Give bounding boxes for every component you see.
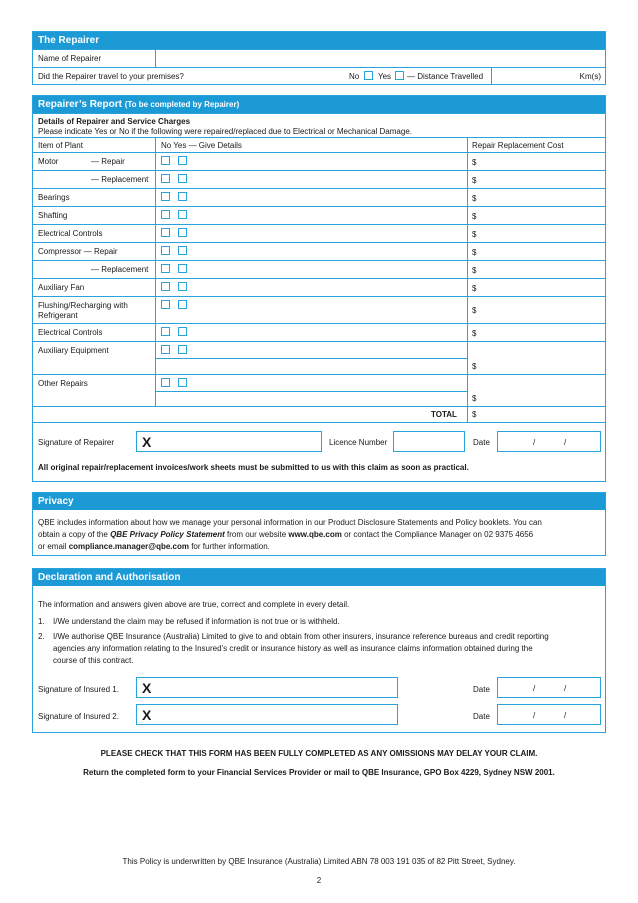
cost-currency: $ xyxy=(472,230,477,239)
details-field[interactable] xyxy=(193,207,467,224)
repairer-name-label: Name of Repairer xyxy=(38,54,102,63)
total-label: TOTAL xyxy=(431,410,457,419)
cost-field[interactable] xyxy=(481,225,605,242)
cost-field[interactable] xyxy=(481,324,605,341)
kms-label: Km(s) xyxy=(579,72,601,81)
no-checkbox[interactable] xyxy=(161,228,170,237)
table-header xyxy=(33,137,605,152)
date-separator: / xyxy=(564,438,567,447)
yes-checkbox[interactable] xyxy=(178,210,187,219)
col-cost-header: Repair Replacement Cost xyxy=(472,141,564,150)
col-noyes-header: No Yes — Give Details xyxy=(161,141,242,150)
travel-yes-label: Yes xyxy=(378,72,392,81)
table-row xyxy=(33,242,605,260)
insured-date-1-label: Date xyxy=(473,685,490,694)
yes-checkbox[interactable] xyxy=(178,156,187,165)
plant-item-label: Auxiliary Equipment xyxy=(38,346,109,355)
report-section-title: Repairer’s Report (To be completed by Repairer) xyxy=(33,96,605,113)
privacy-policy-link[interactable]: QBE Privacy Policy Statement xyxy=(110,530,225,539)
cost-currency: $ xyxy=(472,176,477,185)
details-field[interactable] xyxy=(193,225,467,242)
insured-date-2-field[interactable] xyxy=(497,704,601,725)
no-checkbox[interactable] xyxy=(161,210,170,219)
declaration-section xyxy=(32,568,606,733)
plant-item-sublabel: — Replacement xyxy=(91,175,149,184)
details-field[interactable] xyxy=(193,171,467,188)
cost-field[interactable] xyxy=(481,261,605,278)
date-separator: / xyxy=(564,711,567,720)
cost-currency: $ xyxy=(472,284,477,293)
yes-checkbox[interactable] xyxy=(178,327,187,336)
insured-signature-1-field[interactable] xyxy=(136,677,398,698)
yes-checkbox[interactable] xyxy=(178,228,187,237)
privacy-section-title: Privacy xyxy=(33,493,605,510)
travel-yes-checkbox[interactable] xyxy=(395,71,404,80)
insured-signature-2-field[interactable] xyxy=(136,704,398,725)
report-section xyxy=(32,95,606,482)
declaration-item-2-line-3: course of this contract. xyxy=(53,656,134,665)
details-title: Details of Repairer and Service Charges xyxy=(38,117,191,126)
no-checkbox[interactable] xyxy=(161,192,170,201)
licence-field[interactable] xyxy=(393,431,465,452)
plant-item-sublabel: — Repair xyxy=(91,157,125,166)
declaration-section-title: Declaration and Authorisation xyxy=(33,569,605,586)
underwritten-statement: This Policy is underwritten by QBE Insurance (Australia) Limited ABN 78 003 191 035 of 82 Pitt Street, Sydney. xyxy=(122,857,516,866)
table-row xyxy=(33,260,605,278)
cost-currency: $ xyxy=(472,394,477,403)
privacy-line-3: or email compliance.manager@qbe.com for further information. xyxy=(38,542,270,551)
table-row xyxy=(33,341,605,374)
no-checkbox[interactable] xyxy=(161,264,170,273)
travel-no-checkbox[interactable] xyxy=(364,71,373,80)
cost-currency: $ xyxy=(472,329,477,338)
table-row xyxy=(33,374,605,406)
plant-item-label: Other Repairs xyxy=(38,379,88,388)
declaration-item-1: I/We understand the claim may be refused if information is not true or is withheld. xyxy=(53,617,340,626)
plant-item-label: Shafting xyxy=(38,211,68,220)
table-row xyxy=(33,152,605,170)
cost-currency: $ xyxy=(472,212,477,221)
cost-field[interactable] xyxy=(481,342,605,374)
no-checkbox[interactable] xyxy=(161,156,170,165)
details-subtitle: Please indicate Yes or No if the following were repaired/replaced due to Electrical or Mechanical Damage. xyxy=(38,127,412,136)
declaration-item-2-line-2: agencies any information relating to the Insured’s credit or insurance history as well as insurance claims information obtained during the xyxy=(53,644,533,653)
privacy-line-1: QBE includes information about how we manage your personal information in our Product Disclosure Statements and Policy booklets. You can xyxy=(38,518,542,527)
date-separator: / xyxy=(533,684,536,693)
details-field[interactable] xyxy=(193,279,467,296)
date-separator: / xyxy=(533,711,536,720)
yes-checkbox[interactable] xyxy=(178,345,187,354)
no-checkbox[interactable] xyxy=(161,246,170,255)
yes-checkbox[interactable] xyxy=(178,192,187,201)
plant-item-label: Compressor — Repair xyxy=(38,247,118,256)
plant-item-label: Bearings xyxy=(38,193,70,202)
declaration-item-2-line-1: I/We authorise QBE Insurance (Australia) Limited to give to and obtain from other insurers, insurance reference bureaus and credit reporting xyxy=(53,632,549,641)
details-field[interactable] xyxy=(193,261,467,278)
no-checkbox[interactable] xyxy=(161,345,170,354)
details-field[interactable] xyxy=(193,189,467,206)
insured-date-2-label: Date xyxy=(473,712,490,721)
col-item-header: Item of Plant xyxy=(38,141,83,150)
declaration-intro: The information and answers given above are true, correct and complete in every detail. xyxy=(38,600,350,609)
cost-field[interactable] xyxy=(481,153,605,170)
repairer-name-field[interactable] xyxy=(156,50,605,67)
repairer-travel-label: Did the Repairer travel to your premises? xyxy=(38,72,184,81)
cost-field[interactable] xyxy=(481,207,605,224)
plant-item-label: Electrical Controls xyxy=(38,229,103,238)
cost-field[interactable] xyxy=(481,171,605,188)
email-link[interactable]: compliance.manager@qbe.com xyxy=(68,542,189,551)
insured-signature-2-label: Signature of Insured 2. xyxy=(38,712,119,721)
details-field[interactable] xyxy=(193,153,467,170)
cost-field[interactable] xyxy=(481,243,605,260)
privacy-section xyxy=(32,492,606,556)
cost-currency: $ xyxy=(472,158,477,167)
insured-signature-1-label: Signature of Insured 1. xyxy=(38,685,119,694)
cost-field[interactable] xyxy=(481,297,605,323)
plant-item-sublabel: — Replacement xyxy=(91,265,149,274)
total-field[interactable] xyxy=(481,407,605,422)
cost-currency: $ xyxy=(472,266,477,275)
table-row xyxy=(33,278,605,296)
date-separator: / xyxy=(564,684,567,693)
plant-item-label: Motor xyxy=(38,157,59,166)
travel-no-label: No xyxy=(349,72,360,81)
repairer-section xyxy=(32,31,606,85)
details-field[interactable] xyxy=(193,324,467,341)
signature-x-mark: X xyxy=(142,680,152,696)
distance-field[interactable] xyxy=(492,68,565,85)
repairer-signature-field[interactable] xyxy=(136,431,322,452)
table-row xyxy=(33,296,605,323)
cost-field[interactable] xyxy=(481,375,605,406)
table-row xyxy=(33,206,605,224)
signature-x-mark: X xyxy=(142,707,152,723)
invoice-note: All original repair/replacement invoices/work sheets must be submitted to us with this claim as soon as practical. xyxy=(38,463,469,472)
yes-checkbox[interactable] xyxy=(178,246,187,255)
table-row xyxy=(33,224,605,242)
yes-checkbox[interactable] xyxy=(178,264,187,273)
return-instructions: Return the completed form to your Financial Services Provider or mail to QBE Insurance, GPO Box 4229, Sydney NSW 2001. xyxy=(83,768,555,777)
item-number: 1. xyxy=(38,617,45,626)
repairer-date-label: Date xyxy=(473,438,490,447)
plant-item-label: Electrical Controls xyxy=(38,328,103,337)
details-field[interactable] xyxy=(193,297,467,323)
cost-field[interactable] xyxy=(481,279,605,296)
plant-item-label: Flushing/Recharging with xyxy=(38,301,128,310)
yes-checkbox[interactable] xyxy=(178,300,187,309)
date-separator: / xyxy=(533,438,536,447)
cost-currency: $ xyxy=(472,248,477,257)
item-number: 2. xyxy=(38,632,45,641)
signature-x-mark: X xyxy=(142,434,152,450)
details-field[interactable] xyxy=(193,243,467,260)
repairer-section-title: The Repairer xyxy=(33,32,605,49)
no-checkbox[interactable] xyxy=(161,327,170,336)
total-currency: $ xyxy=(472,410,477,419)
no-checkbox[interactable] xyxy=(161,300,170,309)
table-row xyxy=(33,323,605,341)
plant-item-label: Auxiliary Fan xyxy=(38,283,85,292)
yes-checkbox[interactable] xyxy=(178,378,187,387)
cost-currency: $ xyxy=(472,362,477,371)
repairer-date-field[interactable] xyxy=(497,431,601,452)
table-row xyxy=(33,170,605,188)
yes-checkbox[interactable] xyxy=(178,282,187,291)
plant-item-sublabel: Refrigerant xyxy=(38,311,78,320)
no-checkbox[interactable] xyxy=(161,282,170,291)
website-link[interactable]: www.qbe.com xyxy=(288,530,342,539)
insured-date-1-field[interactable] xyxy=(497,677,601,698)
repairer-signature-label: Signature of Repairer xyxy=(38,438,115,447)
privacy-line-2: obtain a copy of the QBE Privacy Policy Statement from our website www.qbe.com or contact the Compliance Manager on 02 9375 4656 xyxy=(38,530,534,539)
yes-checkbox[interactable] xyxy=(178,174,187,183)
cost-field[interactable] xyxy=(481,189,605,206)
cost-currency: $ xyxy=(472,306,477,315)
no-checkbox[interactable] xyxy=(161,378,170,387)
page-number: 2 xyxy=(316,876,322,885)
licence-label: Licence Number xyxy=(329,438,388,447)
table-row xyxy=(33,188,605,206)
cost-currency: $ xyxy=(472,194,477,203)
no-checkbox[interactable] xyxy=(161,174,170,183)
total-row xyxy=(33,406,605,422)
distance-label: — Distance Travelled xyxy=(407,72,484,81)
completion-warning: PLEASE CHECK THAT THIS FORM HAS BEEN FULLY COMPLETED AS ANY OMISSIONS MAY DELAY YOUR CLAIM. xyxy=(100,749,538,758)
